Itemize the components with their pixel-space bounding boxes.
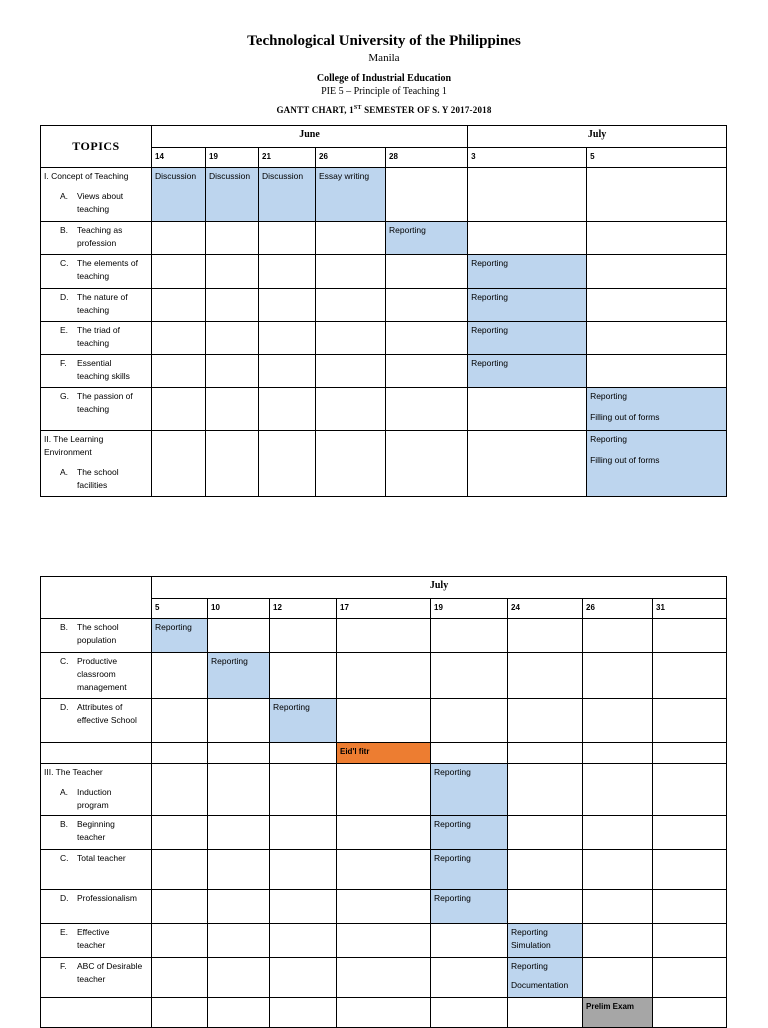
table-row [41,924,727,958]
topic-letter: D. [60,893,69,903]
empty-cell [386,255,468,289]
table-row [41,764,727,816]
empty-cell [259,222,316,255]
empty-cell [208,924,270,958]
topic-label: Professionalism [77,893,137,903]
date-header: 5 [587,148,727,168]
gantt-table-july [40,576,727,1028]
empty-cell [337,764,431,816]
empty-cell [270,850,337,890]
topic-label: Induction [77,787,112,797]
empty-cell [583,924,653,958]
empty-cell [152,289,206,322]
empty-cell [386,322,468,355]
empty-cell [431,743,508,764]
empty-cell [337,850,431,890]
empty-cell [270,816,337,850]
topic-cell [41,699,152,743]
activity-cell: Discussion [206,168,259,222]
topic-cell [41,168,152,222]
topic-label: The passion of [77,391,133,401]
empty-cell [316,255,386,289]
empty-cell [152,322,206,355]
empty-cell [508,890,583,924]
empty-cell [270,653,337,699]
empty-cell [508,850,583,890]
activity-cell: Discussion [152,168,206,222]
empty-cell [316,222,386,255]
empty-cell [431,653,508,699]
topic-label: The school [77,467,119,477]
month-header-july: July [468,126,727,148]
empty-cell [508,998,583,1028]
empty-cell [152,355,206,388]
empty-cell [653,743,727,764]
topic-cell [41,764,152,816]
topic-label: classroom [77,669,116,679]
topic-label: The school [77,622,119,632]
empty-cell [41,743,152,764]
empty-cell [206,431,259,497]
empty-cell [208,958,270,998]
empty-cell [583,743,653,764]
topic-letter: A. [60,191,69,201]
topic-label: Effective [77,927,110,937]
topic-label: teacher [77,974,106,984]
table-row [41,388,727,431]
empty-cell [508,653,583,699]
empty-cell [508,816,583,850]
empty-cell [259,388,316,431]
table-row [41,619,727,653]
topic-label: teaching [77,204,110,214]
topic-label: teaching [77,305,110,315]
table-row [41,222,727,255]
empty-cell [431,998,508,1028]
empty-cell [41,998,152,1028]
gantt-table-june-july [40,125,727,497]
activity-cell: Reporting [386,222,468,255]
table-row [41,699,727,743]
empty-cell [208,619,270,653]
empty-cell [587,289,727,322]
empty-cell [653,764,727,816]
empty-cell [270,619,337,653]
empty-cell [152,743,208,764]
empty-cell [316,322,386,355]
college-title: College of Industrial Education [316,73,452,84]
table-row [41,431,727,497]
date-header: 19 [431,599,508,619]
gantt-title-prefix: GANTT CHART, 1 [276,105,354,115]
topic-label: teaching skills [77,371,130,381]
topic-cell [41,958,152,998]
month-header-july: July [152,577,727,599]
topic-cell [41,322,152,355]
empty-cell [583,816,653,850]
topic-label: population [77,635,117,645]
empty-cell [431,958,508,998]
activity-cell [587,388,727,431]
empty-cell [337,619,431,653]
topic-cell [41,355,152,388]
empty-cell [386,431,468,497]
empty-cell [583,619,653,653]
topic-letter: A. [60,787,69,797]
topic-label: teaching [77,271,110,281]
topic-cell [41,816,152,850]
table-row [41,289,727,322]
empty-cell [206,388,259,431]
empty-cell [208,850,270,890]
empty-cell [152,998,208,1028]
course-title: PIE 5 – Principle of Teaching 1 [321,86,447,97]
topic-label: teaching [77,404,110,414]
exam-cell: Prelim Exam [583,998,653,1028]
empty-cell [337,890,431,924]
empty-cell [270,998,337,1028]
topic-label: management [77,682,127,692]
gantt-title-superscript: ST [353,105,362,111]
empty-cell [653,958,727,998]
empty-cell [208,743,270,764]
date-header: 28 [386,148,468,168]
date-header: 31 [653,599,727,619]
empty-cell [468,388,587,431]
activity-cell: Reporting [431,816,508,850]
empty-cell [587,355,727,388]
table-row [41,890,727,924]
empty-cell [587,255,727,289]
date-header: 14 [152,148,206,168]
empty-cell [587,168,727,222]
topic-label: ABC of Desirable [77,961,143,971]
table-row [41,653,727,699]
activity-cell: Discussion [259,168,316,222]
empty-cell [270,890,337,924]
empty-cell [259,289,316,322]
topic-letter: G. [60,391,69,401]
topic-letter: B. [60,819,69,829]
table-row [41,850,727,890]
section-heading: I. Concept of Teaching [44,171,129,181]
empty-cell [386,168,468,222]
month-header-row [41,577,727,599]
topic-cell [41,255,152,289]
empty-cell [653,924,727,958]
date-header: 17 [337,599,431,619]
empty-cell [206,355,259,388]
topic-cell [41,924,152,958]
empty-cell [386,355,468,388]
activity-cell: Reporting [431,850,508,890]
topic-cell [41,388,152,431]
empty-cell [508,699,583,743]
activity-label: Filling out of forms [590,412,660,422]
empty-cell [431,699,508,743]
topic-cell [41,619,152,653]
section-label: Environment [44,447,92,457]
topic-letter: E. [60,927,69,937]
date-header: 12 [270,599,337,619]
date-header: 21 [259,148,316,168]
topics-header-blank [41,577,152,619]
topic-cell [41,431,152,497]
empty-cell [316,289,386,322]
empty-cell [653,890,727,924]
topic-cell [41,289,152,322]
empty-cell [152,255,206,289]
table-row [41,355,727,388]
table-row [41,958,727,998]
empty-cell [583,764,653,816]
topic-cell [41,653,152,699]
empty-cell [337,958,431,998]
empty-cell [208,890,270,924]
empty-cell [152,850,208,890]
empty-cell [337,924,431,958]
empty-cell [208,998,270,1028]
empty-cell [583,699,653,743]
empty-cell [337,653,431,699]
topic-letter: C. [60,258,69,268]
empty-cell [508,619,583,653]
activity-cell: Reporting [208,653,270,699]
empty-cell [206,222,259,255]
gantt-chart-title [0,105,768,115]
empty-cell [653,850,727,890]
empty-cell [337,699,431,743]
month-header-row [41,126,727,148]
empty-cell [152,924,208,958]
empty-cell [270,958,337,998]
activity-label: Reporting [590,434,627,444]
topic-label: The nature of [77,292,128,302]
empty-cell [208,699,270,743]
empty-cell [152,764,208,816]
topic-label: teacher [77,832,106,842]
date-header: 26 [583,599,653,619]
empty-cell [152,222,206,255]
empty-cell [152,653,208,699]
empty-cell [587,322,727,355]
empty-cell [152,699,208,743]
gantt-title-suffix: SEMESTER OF S. Y 2017-2018 [361,105,492,115]
topic-label: Views about [77,191,124,201]
activity-cell: Reporting [270,699,337,743]
topic-label: Essential [77,358,112,368]
date-header: 19 [206,148,259,168]
empty-cell [431,924,508,958]
empty-cell [468,222,587,255]
activity-cell: Essay writing [316,168,386,222]
empty-cell [270,924,337,958]
empty-cell [386,289,468,322]
activity-cell: Reporting [431,890,508,924]
activity-cell: Reporting [468,355,587,388]
empty-cell [583,850,653,890]
activity-label: Simulation [511,940,551,950]
empty-cell [152,388,206,431]
topic-cell [41,890,152,924]
empty-cell [583,653,653,699]
topic-letter: C. [60,656,69,666]
empty-cell [337,998,431,1028]
activity-cell: Reporting [152,619,208,653]
date-header: 26 [316,148,386,168]
empty-cell [653,998,727,1028]
empty-cell [316,355,386,388]
empty-cell [583,958,653,998]
section-label: II. The Learning [44,434,104,444]
date-header: 24 [508,599,583,619]
empty-cell [431,619,508,653]
topic-letter: F. [60,961,67,971]
empty-cell [316,431,386,497]
empty-cell [508,743,583,764]
topic-letter: B. [60,622,69,632]
activity-cell: Reporting [431,764,508,816]
empty-cell [152,431,206,497]
empty-cell [587,222,727,255]
activity-cell: Reporting [468,255,587,289]
date-header: 3 [468,148,587,168]
topic-label: Total teacher [77,853,126,863]
empty-cell [206,255,259,289]
empty-cell [259,255,316,289]
table-row [41,998,727,1028]
empty-cell [152,816,208,850]
topic-letter: C. [60,853,69,863]
empty-cell [259,322,316,355]
topic-label: teaching [77,338,110,348]
table-row [41,743,727,764]
activity-cell [587,431,727,497]
activity-label: Documentation [511,980,569,990]
topic-letter: B. [60,225,69,235]
topic-label: The elements of [77,258,138,268]
empty-cell [270,743,337,764]
empty-cell [206,322,259,355]
activity-label: Reporting [590,391,627,401]
university-title: Technological University of the Philippines [247,33,521,49]
empty-cell [583,890,653,924]
topic-label: Teaching as [77,225,123,235]
empty-cell [208,816,270,850]
empty-cell [386,388,468,431]
empty-cell [468,168,587,222]
topic-letter: F. [60,358,67,368]
topic-label: teacher [77,940,106,950]
topic-label: Productive [77,656,118,666]
empty-cell [337,816,431,850]
empty-cell [653,816,727,850]
empty-cell [508,764,583,816]
activity-cell [508,958,583,998]
activity-label: Filling out of forms [590,455,660,465]
empty-cell [206,289,259,322]
activity-label: Reporting [511,961,548,971]
topic-label: The triad of [77,325,120,335]
empty-cell [653,619,727,653]
city-subtitle: Manila [368,52,400,64]
topic-label: Attributes of [77,702,123,712]
activity-cell: Reporting [468,322,587,355]
activity-cell: Reporting [468,289,587,322]
table-row [41,816,727,850]
topic-cell [41,850,152,890]
empty-cell [259,431,316,497]
topic-label: profession [77,238,117,248]
empty-cell [270,764,337,816]
topic-label: effective School [77,715,137,725]
topic-letter: A. [60,467,69,477]
empty-cell [316,388,386,431]
activity-label: Reporting [511,927,548,937]
table-row [41,322,727,355]
empty-cell [152,958,208,998]
date-header: 5 [152,599,208,619]
topic-label: facilities [77,480,108,490]
empty-cell [468,431,587,497]
topic-letter: D. [60,702,69,712]
empty-cell [152,890,208,924]
topic-cell [41,222,152,255]
month-header-june: June [152,126,468,148]
topic-label: Beginning [77,819,115,829]
topics-header: TOPICS [41,126,152,168]
section-heading [44,433,148,459]
empty-cell [653,699,727,743]
topic-letter: E. [60,325,69,335]
empty-cell [653,653,727,699]
activity-cell [508,924,583,958]
date-header: 10 [208,599,270,619]
section-heading: III. The Teacher [44,767,103,777]
table-row [41,168,727,222]
topic-label: program [77,800,109,810]
topic-letter: D. [60,292,69,302]
empty-cell [259,355,316,388]
empty-cell [208,764,270,816]
table-row [41,255,727,289]
holiday-cell: Eid'l fitr [337,743,431,764]
